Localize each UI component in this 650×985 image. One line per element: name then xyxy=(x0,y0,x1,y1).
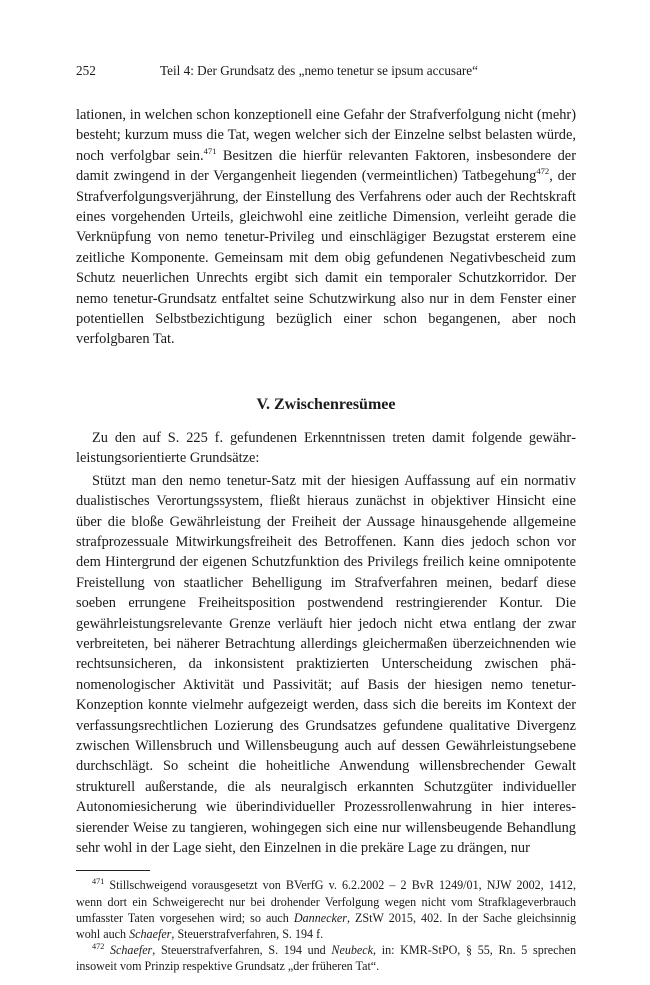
footnote-471 xyxy=(76,877,576,942)
footnote-divider xyxy=(76,870,150,871)
footnotes xyxy=(76,877,576,974)
footnote-text: , Steuerstrafverfahren, S. 194 und xyxy=(152,943,332,958)
text-segment: , der Strafverfolgungsverjährung, der Einstellung des Verfahrens oder auch der Rechtskraft eines vorgehenden Urteils, gleichwohl eine zeitliche Dimension, verleiht gerade die Verknüpfung von nemo tenetur-Privileg und einschlägiger Bezugstat ersterem eine zeitliche Komponente. Gemeinsam mit dem obig gefundenen Negativbescheid zum Schutz neuerlichen Unrechts ergibt sich damit ein temporaler Schutzkorridor. Der nemo tenetur-Grundsatz entfaltet seine Schutzwirkung also nur in dem Fenster einer potentiellen Selbstbezichtigung bezüglich einer schon begangenen, aber noch verfolgbaren Tat. xyxy=(76,168,576,348)
text-segment: Besitzen die hierfür relevanten Faktoren, insbesondere der damit zwingend in der Vergangenheit liegenden (vermeintlichen) Tatbegehung xyxy=(76,147,576,185)
paragraph-intro: Zu den auf S. 225 f. gefundenen Erkenntnissen treten damit folgende gewährleistungsorientierte Grundsätze: xyxy=(76,429,576,467)
footnote-text: , in: KMR-StPO, § 55, Rn. 5 sprechen insoweit vom Prinzip respektive Grundsatz „der früheren Tat“. xyxy=(76,943,576,974)
page-number: 252 xyxy=(76,63,96,78)
footnote-author: Schaefer xyxy=(109,943,153,958)
book-page xyxy=(76,62,576,975)
footnote-text: Stillschweigend vorausgesetzt von BVerfG v. 6.2.2002 – 2 BvR 1249/01, NJW 2002, 1412, wenn dort ein Schweigerecht nur bei drohender Verfolgung wegen nicht vom Strafklageverbrauch umfasster Taten vorgesehen wird; so auch xyxy=(76,878,576,925)
footnote-author: Dannecker xyxy=(293,910,347,925)
paragraph-body: Stützt man den nemo tenetur-Satz mit der hiesigen Auffassung auf ein normativ dualistisches Verortungssystem, fließt hieraus zunächst in objektiver Hinsicht eine über die bloße Gewährleistung der Freiheit der Aussage hinausgehende allgemeine strafprozessuale Mitwirkungsfreiheit des Betroffenen. Kann dies jedoch schon vor dem Hintergrund der eigenen Schutzfunktion des Privilegs freilich keine omnipotente Freistellung von staatlicher Behelligung im Strafverfahren meinen, bedarf diese soeben errungene Freiheitsposition postwendend restringierender Kontur. Die gewährleistungsrelevante Grenze verläuft hier jedoch nicht etwa entlang der zwar verbreiteten, bei näherer Betrachtung allerdings gleichermaßen überzeichnenden wie rechtsunsicheren, da inkonsistent praktizierten Unterscheidung zwischen phänomenologischer Aktivität und Passivität; auf Basis der hiesigen nemo tenetur-Konzeption konnte vielmehr aufgezeigt werden, dass sich die bereits im Kontext der verfassungsrechtlichen Lozierung des Grundsatzes gefundene qualitative Divergenz zwischen Willensbruch und Willensbeugung auch auf dessen Gewährleistungsebene durchschlägt. So scheint die hoheitliche Anwendung willensbrechender Gewalt strukturell außerstande, die als neuralgisch erkannten Schutzgüter individueller Autonomiesicherung wie überindividueller Prozessrollenwahrung in hier interessierender Weise zu tangieren, wohingegen sich eine nur willensbeugende Behandlung sehr wohl in der Lage sieht, den Einzelnen in die prekäre Lage zu drängen, nur xyxy=(76,472,576,856)
footnote-text: , Steuerstrafverfahren, S. 194 f. xyxy=(171,927,324,942)
footnote-reference-472: 472 xyxy=(536,166,550,177)
footnote-number: 471 xyxy=(92,877,105,887)
paragraph-continuation xyxy=(76,105,576,350)
footnote-author: Neubeck xyxy=(331,943,374,958)
footnote-472 xyxy=(76,942,576,974)
main-text xyxy=(76,105,576,858)
text-segment: lationen, in welchen schon konzeptionell eine Gefahr der Strafverfolgung nicht (mehr) besteht; kurzum muss die Tat, wegen welcher sich der Einzelne selbst belasten würde, noch verfolgbar sein. xyxy=(76,107,576,164)
section-heading: V. Zwischenresümee xyxy=(256,395,396,413)
footnote-author: Schaefer xyxy=(129,927,172,942)
footnote-number: 472 xyxy=(92,942,105,952)
footnote-reference-471: 471 xyxy=(203,146,217,157)
running-header xyxy=(76,62,576,82)
running-title: Teil 4: Der Grundsatz des „nemo tenetur se ipsum accusare“ xyxy=(160,63,479,78)
footnote-text: , ZStW 2015, 402. In der Sache gleichsinnig wohl auch xyxy=(76,910,576,942)
